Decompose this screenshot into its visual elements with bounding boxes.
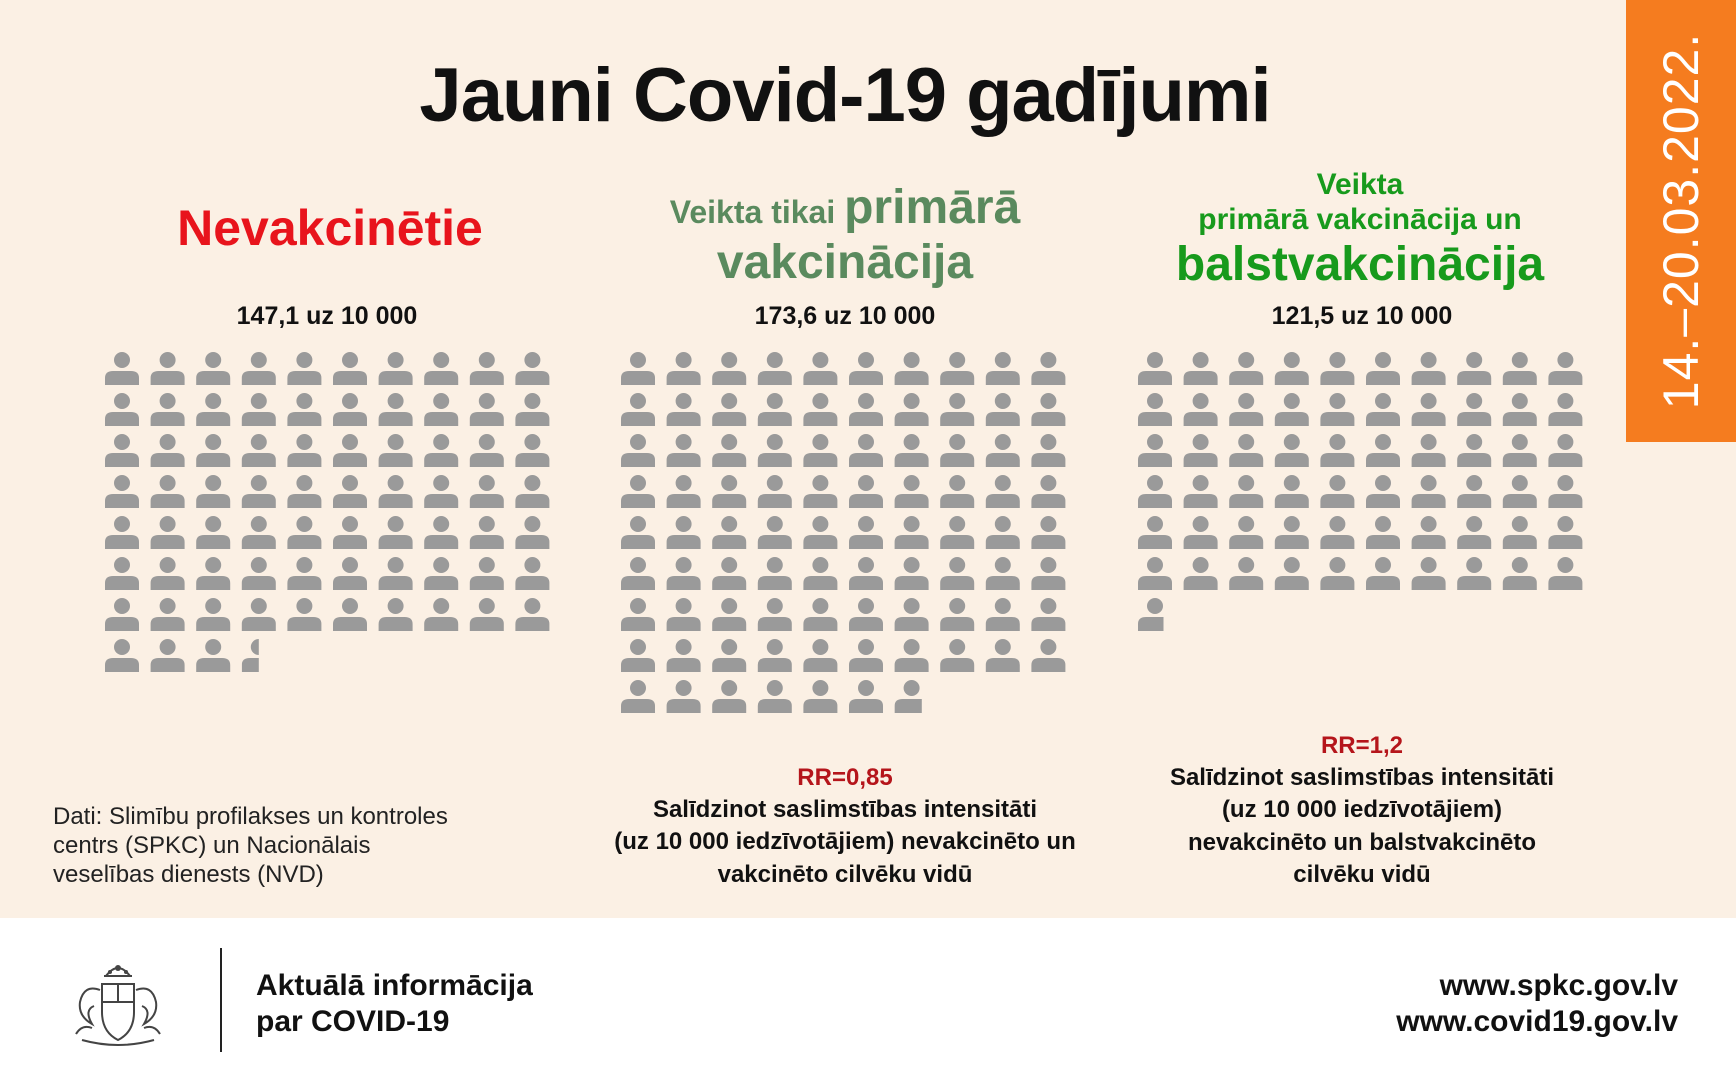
- person-icon: [1184, 516, 1218, 549]
- person-icon: [712, 639, 746, 672]
- person-icon: [986, 475, 1020, 508]
- heading-booster: [1110, 168, 1610, 292]
- footer-divider: [220, 948, 222, 1052]
- person-icon: [712, 557, 746, 590]
- person-icon: [1457, 475, 1491, 508]
- person-icon: [849, 352, 883, 385]
- heading-unvaccinated: [110, 200, 550, 258]
- person-icon: [151, 557, 185, 590]
- person-icon: [1184, 393, 1218, 426]
- person-icon: [849, 680, 883, 713]
- person-icon: [515, 434, 549, 467]
- person-icon: [849, 516, 883, 549]
- heading-unvaccinated-text: Nevakcinētie: [177, 200, 483, 256]
- person-icon: [379, 475, 413, 508]
- person-icon: [895, 434, 929, 467]
- person-icon: [1503, 434, 1537, 467]
- person-icon: [196, 352, 230, 385]
- person-icon: [803, 557, 837, 590]
- date-range: 14.–20.03.2022.: [1653, 32, 1709, 410]
- person-icon: [515, 598, 549, 631]
- person-icon: [242, 393, 276, 426]
- person-icon: [424, 516, 458, 549]
- heading-primary-line1: [600, 180, 1090, 235]
- person-icon: [333, 557, 367, 590]
- person-icon: [758, 475, 792, 508]
- person-icon: [1320, 557, 1354, 590]
- footer-info-line2: par COVID-19: [256, 1005, 450, 1038]
- rr-booster-note-line: nevakcinēto un balstvakcinēto: [1187, 828, 1537, 856]
- rr-primary-note-line: (uz 10 000 iedzīvotājiem) nevakcinēto un: [614, 828, 1076, 856]
- person-icon: [1412, 516, 1446, 549]
- person-icon: [1503, 475, 1537, 508]
- person-icon: [895, 680, 929, 713]
- rr-booster-note-line: (uz 10 000 iedzīvotājiem): [1221, 796, 1503, 824]
- person-icon: [105, 352, 139, 385]
- person-icon: [1138, 598, 1172, 631]
- person-icon: [470, 475, 504, 508]
- person-icon: [105, 639, 139, 672]
- person-icon: [1457, 393, 1491, 426]
- person-icon: [1275, 557, 1309, 590]
- person-icon: [712, 516, 746, 549]
- person-icon: [1229, 475, 1263, 508]
- person-icon: [1184, 557, 1218, 590]
- person-icon: [515, 516, 549, 549]
- person-icon: [667, 598, 701, 631]
- rr-primary-note: [585, 794, 1105, 891]
- person-icon: [621, 516, 655, 549]
- person-icon: [1275, 393, 1309, 426]
- person-icon: [287, 352, 321, 385]
- footer-info: [256, 968, 533, 1040]
- person-icon: [895, 639, 929, 672]
- coat-of-arms-icon: [62, 954, 174, 1050]
- person-icon: [333, 393, 367, 426]
- person-icon: [1366, 475, 1400, 508]
- person-icon: [1229, 393, 1263, 426]
- person-icon: [1031, 516, 1065, 549]
- person-icon: [986, 393, 1020, 426]
- person-icon: [1138, 557, 1172, 590]
- page-title: Jauni Covid-19 gadījumi: [419, 53, 1271, 138]
- person-icon: [621, 475, 655, 508]
- person-icon: [758, 434, 792, 467]
- person-icon: [667, 352, 701, 385]
- person-icon: [1138, 434, 1172, 467]
- person-icon: [515, 475, 549, 508]
- person-icon: [1275, 352, 1309, 385]
- person-icon: [849, 475, 883, 508]
- person-icon: [1548, 557, 1582, 590]
- person-icon: [105, 557, 139, 590]
- person-icon: [242, 639, 276, 672]
- person-icon: [803, 352, 837, 385]
- person-icon: [940, 598, 974, 631]
- person-icon: [470, 393, 504, 426]
- rate-booster: 121,5 uz 10 000: [1271, 302, 1453, 330]
- person-icon: [1031, 557, 1065, 590]
- person-icon: [621, 393, 655, 426]
- person-icon: [333, 434, 367, 467]
- person-icon: [621, 598, 655, 631]
- person-icon: [287, 475, 321, 508]
- person-icon: [712, 598, 746, 631]
- data-source-line: centrs (SPKC) un Nacionālais: [53, 831, 371, 859]
- person-icon: [1275, 516, 1309, 549]
- person-icon: [196, 475, 230, 508]
- heading-primary-big: primārā: [844, 181, 1021, 234]
- person-icon: [803, 475, 837, 508]
- person-icon: [1031, 475, 1065, 508]
- person-icon: [940, 352, 974, 385]
- person-icon: [379, 557, 413, 590]
- person-icon: [1229, 557, 1263, 590]
- rate-unvaccinated: 147,1 uz 10 000: [236, 302, 418, 330]
- heading-primary: [600, 180, 1090, 290]
- person-icon: [849, 557, 883, 590]
- person-icon: [1366, 352, 1400, 385]
- person-icon: [803, 639, 837, 672]
- person-icon: [895, 598, 929, 631]
- person-icon: [1320, 516, 1354, 549]
- person-icon: [1412, 352, 1446, 385]
- person-icon: [424, 393, 458, 426]
- person-icon: [1548, 352, 1582, 385]
- person-icon: [712, 680, 746, 713]
- person-icon: [151, 639, 185, 672]
- rr-booster: RR=1,2: [1320, 732, 1404, 759]
- data-source-line: Dati: Slimību profilakses un kontroles: [53, 803, 448, 830]
- link-covid19[interactable]: www.covid19.gov.lv: [1396, 1005, 1678, 1038]
- person-icon: [379, 393, 413, 426]
- person-icon: [1412, 393, 1446, 426]
- person-icon: [333, 475, 367, 508]
- person-icon: [849, 639, 883, 672]
- person-icon: [1503, 393, 1537, 426]
- person-icon: [1503, 516, 1537, 549]
- person-icon: [1457, 516, 1491, 549]
- person-icon: [242, 516, 276, 549]
- person-icon: [1366, 393, 1400, 426]
- person-icon: [758, 352, 792, 385]
- person-icon: [712, 393, 746, 426]
- person-icon: [667, 475, 701, 508]
- person-icon: [1229, 352, 1263, 385]
- person-icon: [667, 516, 701, 549]
- person-icon: [1412, 434, 1446, 467]
- person-icon: [986, 557, 1020, 590]
- person-icon: [1366, 434, 1400, 467]
- person-icon: [803, 393, 837, 426]
- person-icon: [1031, 598, 1065, 631]
- person-icon: [986, 352, 1020, 385]
- person-icon: [986, 434, 1020, 467]
- person-icon: [667, 680, 701, 713]
- person-icon: [287, 598, 321, 631]
- person-icon: [621, 352, 655, 385]
- person-icon: [849, 434, 883, 467]
- person-icon: [758, 598, 792, 631]
- person-icon: [105, 393, 139, 426]
- person-icon: [849, 598, 883, 631]
- person-icon: [621, 557, 655, 590]
- person-icon: [105, 475, 139, 508]
- person-icon: [667, 434, 701, 467]
- person-icon: [196, 639, 230, 672]
- person-icon: [895, 475, 929, 508]
- person-icon: [379, 352, 413, 385]
- heading-primary-small: Veikta tikai: [669, 194, 845, 230]
- heading-primary-line2: vakcinācija: [716, 236, 974, 290]
- person-icon: [1503, 352, 1537, 385]
- person-icon: [1138, 516, 1172, 549]
- person-icon: [242, 434, 276, 467]
- person-icon: [379, 598, 413, 631]
- person-icon: [758, 557, 792, 590]
- person-icon: [940, 475, 974, 508]
- person-icon: [1138, 393, 1172, 426]
- person-icon: [1412, 557, 1446, 590]
- person-icon: [986, 516, 1020, 549]
- person-icon: [470, 434, 504, 467]
- person-icon: [151, 393, 185, 426]
- person-icon: [895, 352, 929, 385]
- person-icon: [986, 598, 1020, 631]
- data-source: [53, 803, 483, 889]
- person-icon: [151, 352, 185, 385]
- person-icon: [712, 475, 746, 508]
- footer-links: [1396, 968, 1678, 1040]
- footer-info-line1: Aktuālā informācija: [256, 969, 533, 1002]
- person-icon: [1548, 393, 1582, 426]
- person-icon: [151, 598, 185, 631]
- rr-booster-note: [1112, 762, 1612, 892]
- person-icon: [712, 434, 746, 467]
- person-icon: [424, 557, 458, 590]
- person-icon: [1366, 516, 1400, 549]
- person-icon: [196, 393, 230, 426]
- person-icon: [287, 557, 321, 590]
- person-icon: [940, 393, 974, 426]
- person-icon: [424, 434, 458, 467]
- person-icon: [1548, 516, 1582, 549]
- person-icon: [758, 516, 792, 549]
- person-icon: [986, 639, 1020, 672]
- person-icon: [379, 516, 413, 549]
- person-icon: [758, 639, 792, 672]
- person-icon: [1320, 393, 1354, 426]
- person-icon: [105, 598, 139, 631]
- heading-booster-line3: balstvakcinācija: [1175, 238, 1545, 291]
- rr-primary: RR=0,85: [797, 764, 893, 791]
- person-icon: [242, 598, 276, 631]
- person-icon: [196, 516, 230, 549]
- person-icon: [1457, 352, 1491, 385]
- person-icon: [287, 516, 321, 549]
- rr-primary-note-line: Salīdzinot saslimstības intensitāti: [652, 796, 1038, 823]
- person-icon: [1320, 434, 1354, 467]
- person-icon: [1503, 557, 1537, 590]
- person-icon: [1031, 352, 1065, 385]
- person-icon: [758, 393, 792, 426]
- person-icon: [1184, 434, 1218, 467]
- person-icon: [1366, 557, 1400, 590]
- person-icon: [621, 680, 655, 713]
- person-icon: [515, 393, 549, 426]
- person-icon: [196, 434, 230, 467]
- person-icon: [1412, 475, 1446, 508]
- rr-booster-note-line: cilvēku vidū: [1293, 861, 1431, 889]
- person-icon: [1031, 393, 1065, 426]
- person-icon: [895, 516, 929, 549]
- person-icon: [1457, 557, 1491, 590]
- person-icon: [803, 434, 837, 467]
- person-icon: [1320, 352, 1354, 385]
- heading-booster-line2: primārā vakcinācija un: [1198, 202, 1522, 236]
- data-source-line: veselības dienests (NVD): [53, 860, 324, 888]
- person-icon: [940, 434, 974, 467]
- person-icon: [1320, 475, 1354, 508]
- person-icon: [424, 475, 458, 508]
- person-icon: [667, 557, 701, 590]
- person-icon: [105, 434, 139, 467]
- person-icon: [1184, 475, 1218, 508]
- person-icon: [849, 393, 883, 426]
- person-icon: [803, 516, 837, 549]
- person-icon: [621, 639, 655, 672]
- person-icon: [287, 393, 321, 426]
- person-icon: [1184, 352, 1218, 385]
- person-icon: [470, 557, 504, 590]
- person-icon: [940, 557, 974, 590]
- person-icon: [151, 516, 185, 549]
- person-icon: [470, 352, 504, 385]
- person-icon: [105, 516, 139, 549]
- heading-booster-line1: Veikta: [1316, 168, 1404, 201]
- footer: [0, 918, 1736, 1080]
- person-icon: [895, 393, 929, 426]
- person-icon: [1275, 475, 1309, 508]
- rr-booster-note-line: Salīdzinot saslimstības intensitāti: [1169, 764, 1555, 791]
- person-icon: [151, 434, 185, 467]
- person-icon: [895, 557, 929, 590]
- person-icon: [333, 516, 367, 549]
- person-icon: [515, 352, 549, 385]
- person-icon: [1457, 434, 1491, 467]
- rate-primary: 173,6 uz 10 000: [754, 302, 936, 330]
- person-icon: [1031, 639, 1065, 672]
- person-icon: [712, 352, 746, 385]
- person-icon: [333, 352, 367, 385]
- person-icon: [667, 639, 701, 672]
- person-icon: [1229, 434, 1263, 467]
- person-icon: [1548, 434, 1582, 467]
- person-icon: [196, 557, 230, 590]
- person-icon: [1229, 516, 1263, 549]
- person-icon: [151, 475, 185, 508]
- person-icon: [1138, 352, 1172, 385]
- person-icon: [424, 352, 458, 385]
- date-band: [1626, 0, 1736, 442]
- person-icon: [1548, 475, 1582, 508]
- person-icon: [287, 434, 321, 467]
- person-icon: [515, 557, 549, 590]
- link-spkc[interactable]: www.spkc.gov.lv: [1439, 969, 1678, 1002]
- rr-primary-note-line: vakcinēto cilvēku vidū: [717, 860, 973, 888]
- person-icon: [1275, 434, 1309, 467]
- person-icon: [333, 598, 367, 631]
- person-icon: [803, 680, 837, 713]
- person-icon: [667, 393, 701, 426]
- person-icon: [758, 680, 792, 713]
- person-icon: [1138, 475, 1172, 508]
- person-icon: [379, 434, 413, 467]
- person-icon: [242, 475, 276, 508]
- person-icon: [940, 516, 974, 549]
- person-icon: [470, 598, 504, 631]
- person-icon: [242, 557, 276, 590]
- person-icon: [242, 352, 276, 385]
- person-icon: [621, 434, 655, 467]
- person-icon: [1031, 434, 1065, 467]
- person-icon: [424, 598, 458, 631]
- person-icon: [196, 598, 230, 631]
- person-icon: [803, 598, 837, 631]
- person-icon: [470, 516, 504, 549]
- person-icon: [940, 639, 974, 672]
